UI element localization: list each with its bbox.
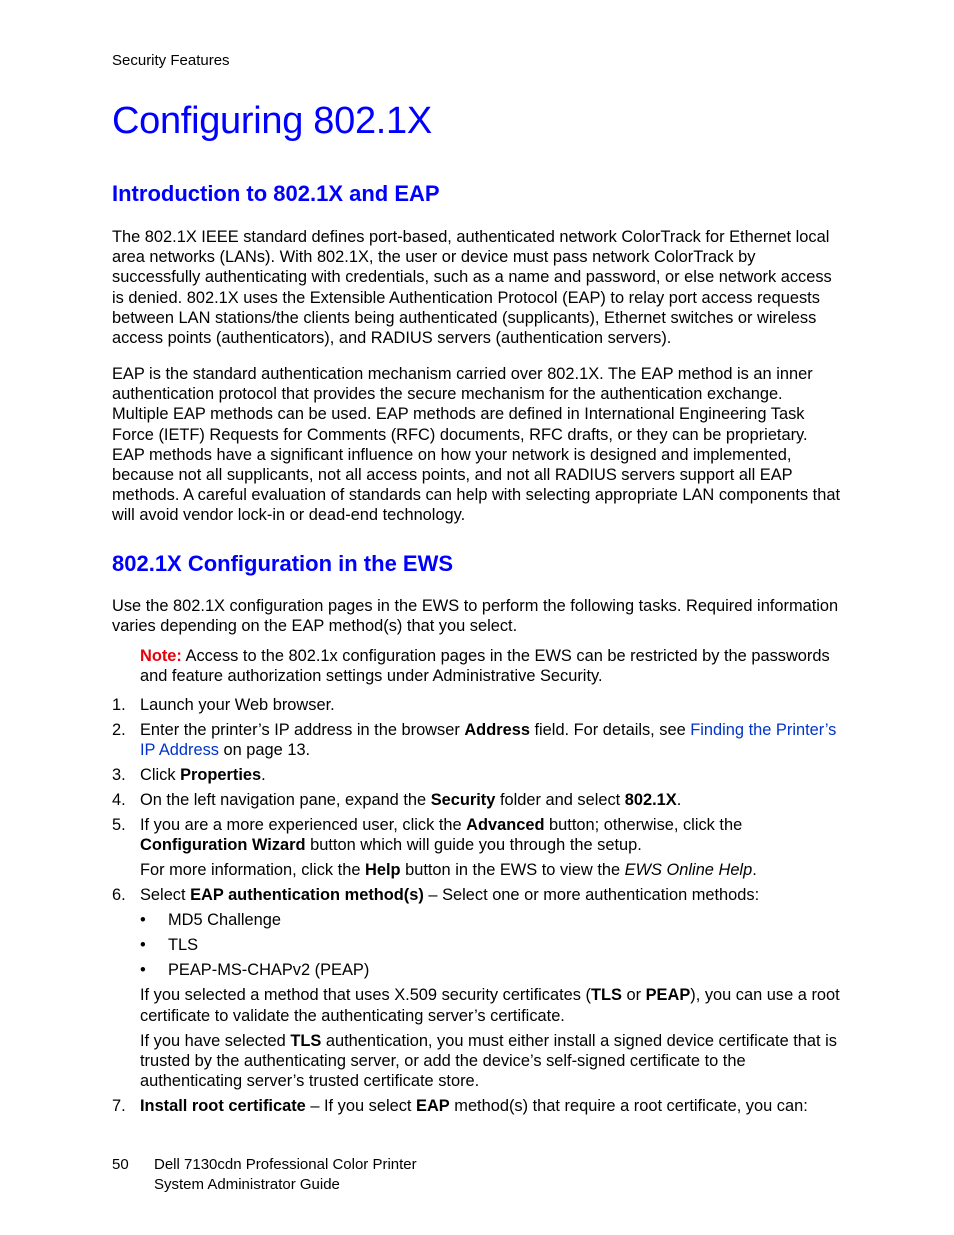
step-text: Click Properties. — [140, 766, 266, 785]
section-heading-intro: Introduction to 802.1X and EAP — [112, 181, 440, 206]
bullet-item: • MD5 Challenge — [140, 911, 281, 930]
bullet-icon: • — [140, 911, 146, 930]
list-item — [112, 815, 842, 855]
note-text: Access to the 802.1x configuration pages in the EWS can be restricted by the passwords and feature authorization settings under Administrative Security. — [140, 647, 830, 686]
section-heading-ews: 802.1X Configuration in the EWS — [112, 551, 454, 576]
footer-title: Dell 7130cdn Professional Color Printer System Administrator Guide — [154, 1156, 417, 1193]
step-subparagraph: If you selected a method that uses X.509 security certificates (TLS or PEAP), you can use a root certificate to validate the authenticating server’s certificate. — [140, 986, 840, 1025]
step-subparagraph: For more information, click the Help button in the EWS to view the EWS Online Help. — [140, 861, 757, 880]
list-item — [112, 790, 842, 810]
intro-paragraph-2: EAP is the standard authentication mechanism carried over 802.1X. The EAP method is an inner authentication protocol that provides the secure mechanism for the authentication exchange. Multiple EAP methods can be used. EAP methods are defined in International Engineering Task Force (IETF) Requests for Comments (RFC) documents, RFC drafts, or they can be proprietary. EAP methods have a significant influence on how your network is designed and implemented, because not all supplicants, not all access points, and not all RADIUS servers support all EAP methods. A careful evaluation of standards can help with selecting appropriate LAN components that will avoid vendor lock-in or dead-end technology. — [112, 365, 841, 525]
bullet-icon: • — [140, 961, 146, 980]
page-number: 50 — [112, 1156, 129, 1173]
step-text: Select EAP authentication method(s) – Select one or more authentication methods: — [140, 886, 760, 905]
ews-intro-paragraph: Use the 802.1X configuration pages in the EWS to perform the following tasks. Required information varies depending on the EAP method(s) that you select. — [112, 597, 839, 636]
step-text: If you are a more experienced user, click the Advanced button; otherwise, click the Configuration Wizard button which will guide you through the setup. — [140, 816, 743, 855]
step-number: 6. — [112, 886, 126, 905]
step-number: 3. — [112, 766, 126, 785]
bullet-icon: • — [140, 936, 146, 955]
intro-paragraph-1: The 802.1X IEEE standard defines port-based, authenticated network ColorTrack for Ethernet local area networks (LANs). With 802.1X, the user or device must pass network ColorTrack by successfully authenticating with credentials, such as a name and password, or else network access is denied. 802.1X uses the Extensible Authentication Protocol (EAP) to relay port access requests between LAN stations/the clients being authenticated (supplicants), Ethernet switches or wireless access points (authenticators), and RADIUS servers (authentication servers). — [112, 228, 832, 348]
step-text: Enter the printer’s IP address in the browser Address field. For details, see Finding the Printer’s IP Address on page 13. — [140, 721, 837, 760]
list-item — [112, 1096, 842, 1116]
step-number: 4. — [112, 791, 126, 810]
finding-ip-address-link[interactable]: Finding the Printer’s IP Address — [140, 721, 837, 760]
step-number: 7. — [112, 1097, 126, 1116]
list-item — [112, 720, 842, 760]
bullet-item: • PEAP-MS-CHAPv2 (PEAP) — [140, 961, 370, 980]
list-item — [112, 765, 842, 785]
note-paragraph — [140, 646, 840, 686]
step-number: 5. — [112, 816, 126, 835]
step-text: Install root certificate – If you select EAP method(s) that require a root certificate, you can: — [140, 1097, 808, 1116]
step-number: 2. — [112, 721, 126, 739]
step-text: Launch your Web browser. — [140, 696, 335, 714]
page-footer — [112, 1155, 417, 1194]
note-label: Note: — [140, 647, 182, 665]
step-subparagraph: If you have selected TLS authentication, you must either install a signed device certificate that is trusted by the authenticating server, or add the device’s self-signed certificate to the authenticating server’s trusted certificate store. — [140, 1031, 837, 1091]
bullet-item: • TLS — [140, 936, 199, 955]
step-text: On the left navigation pane, expand the Security folder and select 802.1X. — [140, 791, 682, 810]
list-item — [112, 695, 842, 715]
steps-list — [112, 695, 842, 1121]
running-head: Security Features — [112, 52, 230, 69]
page-title: Configuring 802.1X — [112, 100, 432, 142]
step-number: 1. — [112, 696, 126, 714]
list-item — [112, 885, 842, 905]
